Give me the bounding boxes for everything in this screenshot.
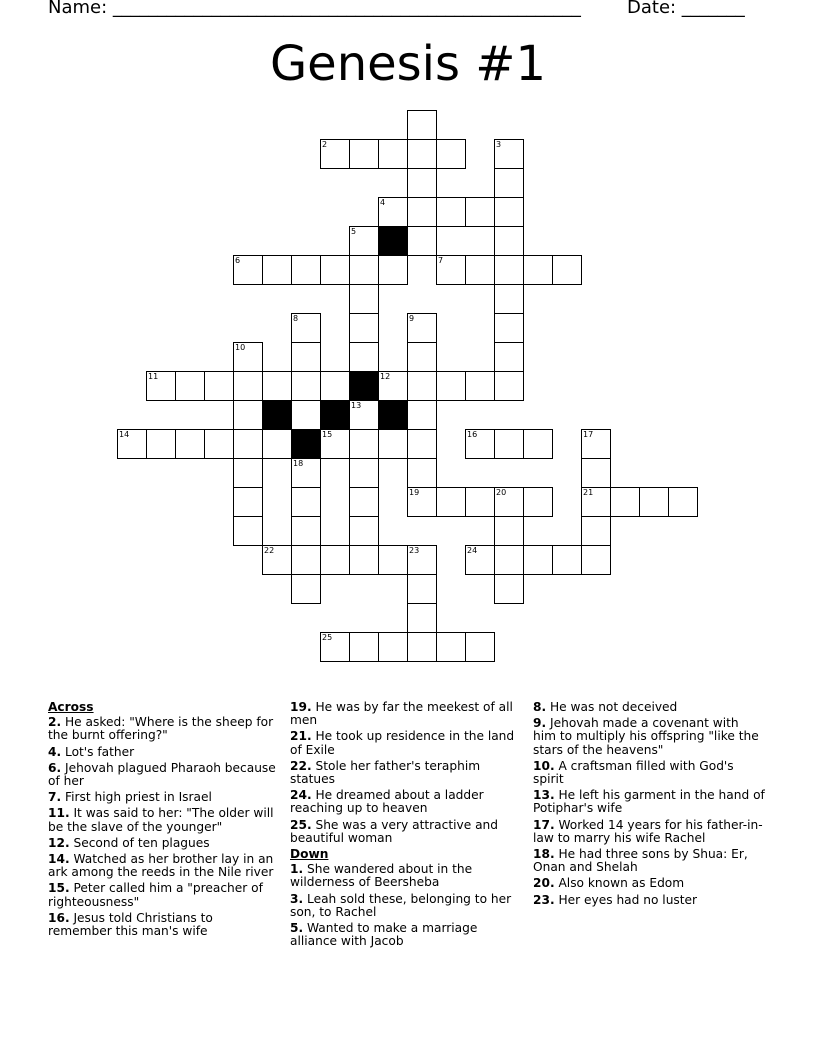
clue-text: Leah sold these, belonging to her son, to Rachel: [290, 891, 512, 919]
grid-cell[interactable]: [436, 632, 466, 662]
grid-cell[interactable]: [581, 458, 611, 488]
clue-text: Second of ten plagues: [69, 835, 210, 850]
grid-cell[interactable]: [262, 255, 292, 285]
clue-item: [533, 877, 765, 890]
clue-num: 17.: [533, 817, 555, 832]
grid-cell[interactable]: [291, 545, 321, 575]
grid-cell[interactable]: [523, 429, 553, 459]
clue-num: 14.: [48, 852, 70, 867]
clue-text: He asked: "Where is the sheep for the burnt offering?": [48, 715, 274, 743]
name-field-label: Name: ____________________________________________________: [48, 0, 581, 18]
clue-num: 7.: [48, 790, 62, 805]
clue-num: 20.: [533, 876, 555, 891]
grid-cell[interactable]: [349, 487, 379, 517]
clue-text: He left his garment in the hand of Potiphar's wife: [533, 788, 765, 816]
grid-cell[interactable]: [349, 284, 379, 314]
grid-cell[interactable]: [407, 226, 437, 256]
grid-cell[interactable]: [378, 545, 408, 575]
grid-cell[interactable]: [407, 400, 437, 430]
grid-cell[interactable]: [262, 429, 292, 459]
clue-text: It was said to her: "The older will be the slave of the younger": [48, 806, 274, 834]
clue-number: 16: [467, 430, 478, 439]
clue-item: [290, 863, 522, 889]
clue-item: [48, 882, 280, 908]
clue-num: 16.: [48, 910, 70, 925]
grid-block: [349, 371, 379, 401]
clue-item: [290, 730, 522, 756]
grid-cell[interactable]: [349, 255, 379, 285]
grid-block: [320, 400, 350, 430]
clue-num: 12.: [48, 835, 70, 850]
grid-cell[interactable]: [494, 574, 524, 604]
grid-cell[interactable]: [523, 255, 553, 285]
clue-item: [48, 762, 280, 788]
grid-cell[interactable]: [407, 545, 437, 575]
clue-column-2: [290, 701, 522, 951]
grid-cell[interactable]: [407, 487, 437, 517]
clue-number: 11: [148, 372, 159, 381]
clue-num: 9.: [533, 716, 547, 731]
clue-item: [48, 791, 280, 804]
clue-number: 25: [322, 633, 333, 642]
grid-cell[interactable]: [407, 371, 437, 401]
clue-num: 8.: [533, 700, 547, 714]
grid-cell[interactable]: [204, 371, 234, 401]
grid-cell[interactable]: [465, 632, 495, 662]
grid-cell[interactable]: [146, 429, 176, 459]
grid-cell[interactable]: [494, 342, 524, 372]
clue-number: 3: [496, 140, 502, 149]
grid-cell[interactable]: [581, 429, 611, 459]
grid-cell[interactable]: [610, 487, 640, 517]
grid-cell[interactable]: [349, 545, 379, 575]
clue-item: [48, 746, 280, 759]
grid-cell[interactable]: [436, 487, 466, 517]
clue-text: First high priest in Israel: [61, 790, 212, 805]
grid-cell[interactable]: [320, 139, 350, 169]
grid-cell[interactable]: [407, 632, 437, 662]
clue-number: 17: [583, 430, 594, 439]
clue-num: 10.: [533, 758, 555, 773]
clue-item: [290, 760, 522, 786]
grid-cell[interactable]: [407, 458, 437, 488]
clue-column-1: [48, 701, 280, 941]
clue-num: 25.: [290, 817, 312, 832]
clue-text: Stole her father's teraphim statues: [290, 758, 481, 787]
clue-number: 21: [583, 488, 594, 497]
clue-item: [533, 717, 765, 757]
grid-cell[interactable]: [291, 458, 321, 488]
grid-cell[interactable]: [494, 139, 524, 169]
grid-block: [291, 429, 321, 459]
grid-cell[interactable]: [552, 255, 582, 285]
grid-cell[interactable]: [494, 255, 524, 285]
clue-text: Jesus told Christians to remember this man's wife: [48, 910, 213, 939]
grid-cell[interactable]: [407, 139, 437, 169]
clue-num: 3.: [290, 891, 304, 906]
clue-item: [290, 893, 522, 919]
clue-text: Peter called him a "preacher of righteousness": [48, 881, 263, 909]
clue-text: Lot's father: [61, 744, 135, 759]
clue-text: He was by far the meekest of all men: [290, 700, 513, 728]
clue-number: 15: [322, 430, 333, 439]
grid-cell[interactable]: [407, 110, 437, 140]
grid-block: [378, 400, 408, 430]
grid-cell[interactable]: [523, 545, 553, 575]
grid-cell[interactable]: [349, 226, 379, 256]
grid-cell[interactable]: [552, 545, 582, 575]
clue-item: [290, 819, 522, 845]
grid-cell[interactable]: [378, 429, 408, 459]
grid-cell[interactable]: [349, 516, 379, 546]
clue-item: [48, 853, 280, 879]
clue-item: [533, 894, 765, 907]
clue-text: He took up residence in the land of Exile: [290, 729, 515, 757]
clue-num: 15.: [48, 881, 70, 896]
grid-cell[interactable]: [175, 371, 205, 401]
clue-number: 5: [351, 227, 357, 236]
grid-cell[interactable]: [233, 516, 263, 546]
grid-cell[interactable]: [233, 487, 263, 517]
grid-cell[interactable]: [291, 313, 321, 343]
clue-number: 6: [235, 256, 241, 265]
clue-num: 1.: [290, 862, 304, 877]
grid-cell[interactable]: [494, 197, 524, 227]
grid-cell[interactable]: [262, 371, 292, 401]
grid-cell[interactable]: [291, 516, 321, 546]
clue-text: She wandered about in the wilderness of Beersheba: [290, 862, 473, 890]
grid-cell[interactable]: [378, 371, 408, 401]
grid-cell[interactable]: [407, 342, 437, 372]
clue-number: 13: [351, 401, 362, 410]
clue-number: 22: [264, 546, 275, 555]
grid-cell[interactable]: [146, 371, 176, 401]
grid-cell[interactable]: [349, 429, 379, 459]
clue-text: Also known as Edom: [554, 876, 685, 891]
clue-num: 2.: [48, 715, 62, 730]
clue-item: [48, 912, 280, 938]
grid-cell[interactable]: [523, 487, 553, 517]
grid-cell[interactable]: [494, 429, 524, 459]
clue-text: Worked 14 years for his father-in-law to marry his wife Rachel: [533, 817, 763, 845]
grid-cell[interactable]: [494, 545, 524, 575]
clue-num: 18.: [533, 847, 555, 862]
clue-number: 4: [380, 198, 386, 207]
clue-number: 12: [380, 372, 391, 381]
clue-num: 11.: [48, 806, 70, 821]
grid-cell[interactable]: [436, 371, 466, 401]
section-heading: Down: [290, 847, 329, 862]
clue-num: 13.: [533, 788, 555, 803]
grid-cell[interactable]: [117, 429, 147, 459]
grid-cell[interactable]: [291, 255, 321, 285]
grid-cell[interactable]: [436, 139, 466, 169]
grid-cell[interactable]: [320, 545, 350, 575]
clue-num: 22.: [290, 758, 312, 773]
grid-cell[interactable]: [494, 487, 524, 517]
grid-cell[interactable]: [262, 545, 292, 575]
clue-text: A craftsman filled with God's spirit: [533, 758, 734, 787]
grid-cell[interactable]: [378, 255, 408, 285]
grid-cell[interactable]: [320, 371, 350, 401]
grid-cell[interactable]: [291, 574, 321, 604]
grid-cell[interactable]: [494, 284, 524, 314]
grid-cell[interactable]: [465, 545, 495, 575]
clue-num: 5.: [290, 921, 304, 936]
puzzle-title: Genesis #1: [269, 36, 547, 92]
grid-cell[interactable]: [581, 516, 611, 546]
grid-cell[interactable]: [233, 400, 263, 430]
clue-text: She was a very attractive and beautiful woman: [290, 817, 498, 845]
grid-cell[interactable]: [349, 632, 379, 662]
clue-item: [290, 789, 522, 815]
grid-cell[interactable]: [349, 400, 379, 430]
grid-cell[interactable]: [494, 516, 524, 546]
clue-item: [533, 789, 765, 815]
clue-num: 23.: [533, 892, 555, 907]
clue-text: Wanted to make a marriage alliance with Jacob: [290, 921, 478, 949]
grid-cell[interactable]: [291, 400, 321, 430]
grid-cell[interactable]: [581, 487, 611, 517]
grid-cell[interactable]: [349, 458, 379, 488]
clue-item: [533, 760, 765, 786]
clue-number: 18: [293, 459, 304, 468]
grid-cell[interactable]: [349, 313, 379, 343]
clue-text: He had three sons by Shua: Er, Onan and Shelah: [533, 847, 748, 875]
clue-item: [48, 716, 280, 742]
grid-cell[interactable]: [407, 429, 437, 459]
grid-cell[interactable]: [378, 139, 408, 169]
grid-cell[interactable]: [407, 168, 437, 198]
grid-cell[interactable]: [233, 458, 263, 488]
clue-text: Her eyes had no luster: [554, 892, 698, 907]
grid-cell[interactable]: [581, 545, 611, 575]
grid-cell[interactable]: [639, 487, 669, 517]
grid-cell[interactable]: [465, 487, 495, 517]
grid-cell[interactable]: [233, 342, 263, 372]
clue-text: Jehovah plagued Pharaoh because of her: [48, 760, 276, 789]
clue-number: 10: [235, 343, 246, 352]
grid-cell[interactable]: [349, 342, 379, 372]
grid-cell[interactable]: [465, 371, 495, 401]
clue-number: 2: [322, 140, 328, 149]
grid-cell[interactable]: [378, 197, 408, 227]
grid-cell[interactable]: [407, 313, 437, 343]
clue-num: 6.: [48, 760, 62, 775]
grid-cell[interactable]: [494, 313, 524, 343]
grid-cell[interactable]: [465, 197, 495, 227]
grid-cell[interactable]: [494, 168, 524, 198]
section-heading: Across: [48, 700, 94, 714]
grid-cell[interactable]: [436, 197, 466, 227]
clue-column-3: [533, 701, 765, 910]
grid-cell[interactable]: [349, 139, 379, 169]
grid-cell[interactable]: [291, 342, 321, 372]
grid-cell[interactable]: [407, 197, 437, 227]
clue-number: 7: [438, 256, 444, 265]
clue-number: 24: [467, 546, 478, 555]
clue-item: [48, 807, 280, 833]
grid-cell[interactable]: [291, 487, 321, 517]
clue-num: 21.: [290, 729, 312, 744]
grid-cell[interactable]: [291, 371, 321, 401]
clue-item: [533, 819, 765, 845]
grid-cell[interactable]: [465, 429, 495, 459]
clue-number: 20: [496, 488, 507, 497]
grid-cell[interactable]: [378, 632, 408, 662]
clue-item: [533, 848, 765, 874]
clue-item: [290, 922, 522, 948]
clue-number: 9: [409, 314, 415, 323]
clue-text: He dreamed about a ladder reaching up to heaven: [290, 788, 484, 816]
clue-text: Jehovah made a covenant with him to multiply his offspring "like the stars of the heavens": [533, 716, 759, 757]
clue-item: [290, 701, 522, 727]
grid-block: [378, 226, 408, 256]
grid-cell[interactable]: [494, 226, 524, 256]
clue-text: Watched as her brother lay in an ark among the reeds in the Nile river: [48, 852, 274, 880]
grid-block: [262, 400, 292, 430]
grid-cell[interactable]: [668, 487, 698, 517]
grid-cell[interactable]: [494, 371, 524, 401]
grid-cell[interactable]: [436, 255, 466, 285]
clue-number: 14: [119, 430, 130, 439]
grid-cell[interactable]: [320, 429, 350, 459]
grid-cell[interactable]: [320, 255, 350, 285]
grid-cell[interactable]: [407, 603, 437, 633]
clue-num: 19.: [290, 700, 312, 714]
clue-number: 19: [409, 488, 420, 497]
clue-item: [48, 837, 280, 850]
grid-cell[interactable]: [465, 255, 495, 285]
clue-num: 4.: [48, 744, 62, 759]
grid-cell[interactable]: [233, 429, 263, 459]
clue-number: 23: [409, 546, 420, 555]
clue-text: He was not deceived: [546, 700, 678, 714]
grid-cell[interactable]: [407, 574, 437, 604]
date-field-label: Date: _______: [627, 0, 745, 18]
grid-cell[interactable]: [233, 371, 263, 401]
clue-item: [533, 701, 765, 714]
grid-cell[interactable]: [233, 255, 263, 285]
clue-num: 24.: [290, 788, 312, 803]
grid-cell[interactable]: [320, 632, 350, 662]
grid-cell[interactable]: [204, 429, 234, 459]
grid-cell[interactable]: [175, 429, 205, 459]
clue-number: 8: [293, 314, 299, 323]
